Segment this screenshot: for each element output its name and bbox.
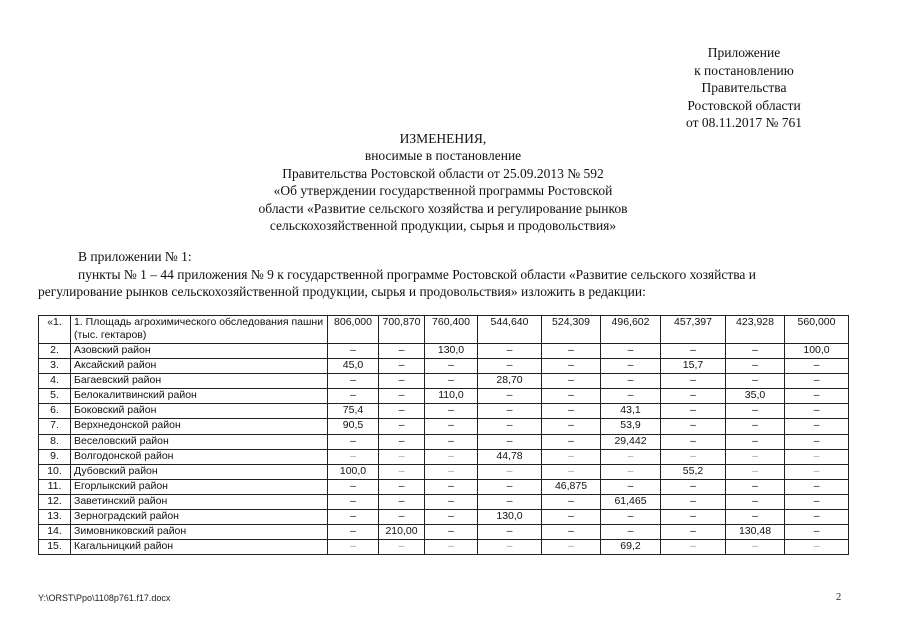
value-cell: 90,5 <box>328 419 379 434</box>
value-cell: 760,400 <box>425 316 478 344</box>
row-number: 10. <box>39 464 71 479</box>
intro-line: В приложении № 1: <box>78 249 192 264</box>
value-cell: – <box>601 464 661 479</box>
row-number: 3. <box>39 359 71 374</box>
value-cell: – <box>379 449 425 464</box>
value-cell: – <box>661 434 726 449</box>
row-number: 14. <box>39 525 71 540</box>
value-cell: 524,309 <box>542 316 601 344</box>
table-row <box>39 449 849 464</box>
intro-text <box>38 248 848 301</box>
row-number: 5. <box>39 389 71 404</box>
table-row <box>39 374 849 389</box>
value-cell: 544,640 <box>478 316 542 344</box>
value-cell: 35,0 <box>726 389 785 404</box>
data-table <box>38 315 849 555</box>
table-row <box>39 464 849 479</box>
value-cell: – <box>542 494 601 509</box>
value-cell: 700,870 <box>379 316 425 344</box>
value-cell: – <box>328 344 379 359</box>
value-cell: – <box>726 419 785 434</box>
value-cell: – <box>785 434 849 449</box>
intro-line: регулирование рынков сельскохозяйственной продукции, сырья и продовольствия» изложить в редакции: <box>38 284 646 299</box>
value-cell: – <box>379 344 425 359</box>
footer-file-path: Y:\ORST\Ppo\1108p761.f17.docx <box>38 593 171 603</box>
appendix-line: к постановлению <box>694 62 794 78</box>
table-row <box>39 404 849 419</box>
appendix-line: Ростовской области <box>687 97 801 113</box>
changes-title <box>208 130 678 234</box>
district-name: Багаевский район <box>71 374 328 389</box>
changes-line: области «Развитие сельского хозяйства и регулирование рынков <box>258 200 628 216</box>
value-cell: – <box>425 494 478 509</box>
value-cell: – <box>601 525 661 540</box>
value-cell: – <box>542 510 601 525</box>
value-cell: – <box>785 359 849 374</box>
value-cell: – <box>478 389 542 404</box>
value-cell: – <box>661 344 726 359</box>
table-row <box>39 419 849 434</box>
row-number: 7. <box>39 419 71 434</box>
value-cell: 15,7 <box>661 359 726 374</box>
district-name: Егорлыкский район <box>71 479 328 494</box>
value-cell: – <box>661 510 726 525</box>
value-cell: – <box>425 359 478 374</box>
row-number: 13. <box>39 510 71 525</box>
value-cell: – <box>328 510 379 525</box>
value-cell: – <box>542 464 601 479</box>
value-cell: – <box>542 404 601 419</box>
district-name: Заветинский район <box>71 494 328 509</box>
value-cell: – <box>601 359 661 374</box>
value-cell: – <box>478 479 542 494</box>
table-body <box>39 316 849 555</box>
changes-line: вносимые в постановление <box>364 148 522 164</box>
value-cell: – <box>542 389 601 404</box>
table-row <box>39 525 849 540</box>
value-cell: – <box>601 449 661 464</box>
value-cell: – <box>478 525 542 540</box>
value-cell: – <box>328 434 379 449</box>
value-cell: – <box>601 479 661 494</box>
row-number: 11. <box>39 479 71 494</box>
intro-line: пункты № 1 – 44 приложения № 9 к государственной программе Ростовской области «Развитие сельского хозяйства и <box>78 266 757 282</box>
value-cell: – <box>661 374 726 389</box>
value-cell: – <box>726 449 785 464</box>
value-cell: 100,0 <box>785 344 849 359</box>
value-cell: – <box>785 494 849 509</box>
value-cell: – <box>601 344 661 359</box>
value-cell: – <box>661 479 726 494</box>
value-cell: – <box>478 419 542 434</box>
district-name: 1. Площадь агрохимического обследования пашни (тыс. гектаров) <box>71 316 328 344</box>
value-cell: – <box>478 494 542 509</box>
value-cell: – <box>379 479 425 494</box>
value-cell: – <box>542 540 601 555</box>
value-cell: – <box>726 510 785 525</box>
district-name: Азовский район <box>71 344 328 359</box>
value-cell: – <box>478 434 542 449</box>
table-row <box>39 479 849 494</box>
value-cell: – <box>478 464 542 479</box>
table-row <box>39 494 849 509</box>
value-cell: – <box>785 540 849 555</box>
value-cell: – <box>542 525 601 540</box>
value-cell: – <box>785 525 849 540</box>
changes-line: Правительства Ростовской области от 25.09.2013 № 592 <box>282 165 604 181</box>
value-cell: – <box>542 434 601 449</box>
value-cell: – <box>478 404 542 419</box>
value-cell: 29,442 <box>601 434 661 449</box>
value-cell: – <box>601 510 661 525</box>
value-cell: – <box>379 464 425 479</box>
value-cell: – <box>425 464 478 479</box>
value-cell: – <box>785 464 849 479</box>
page-number: 2 <box>836 592 842 603</box>
value-cell: – <box>601 374 661 389</box>
value-cell: – <box>379 374 425 389</box>
value-cell: 457,397 <box>661 316 726 344</box>
changes-line: «Об утверждении государственной программы Ростовской <box>273 183 613 199</box>
value-cell: 43,1 <box>601 404 661 419</box>
table-row <box>39 540 849 555</box>
value-cell: 110,0 <box>425 389 478 404</box>
value-cell: – <box>542 419 601 434</box>
value-cell: – <box>785 449 849 464</box>
value-cell: – <box>661 389 726 404</box>
value-cell: 100,0 <box>328 464 379 479</box>
value-cell: – <box>542 359 601 374</box>
value-cell: – <box>379 419 425 434</box>
value-cell: 423,928 <box>726 316 785 344</box>
value-cell: – <box>478 359 542 374</box>
value-cell: – <box>785 404 849 419</box>
value-cell: – <box>785 510 849 525</box>
value-cell: 806,000 <box>328 316 379 344</box>
value-cell: – <box>328 449 379 464</box>
value-cell: – <box>542 344 601 359</box>
table-row <box>39 316 849 344</box>
value-cell: – <box>726 540 785 555</box>
value-cell: – <box>661 404 726 419</box>
value-cell: – <box>379 359 425 374</box>
district-name: Аксайский район <box>71 359 328 374</box>
value-cell: 130,48 <box>726 525 785 540</box>
value-cell: 496,602 <box>601 316 661 344</box>
value-cell: – <box>328 525 379 540</box>
appendix-header <box>648 44 840 132</box>
value-cell: 44,78 <box>478 449 542 464</box>
row-number: 15. <box>39 540 71 555</box>
value-cell: 69,2 <box>601 540 661 555</box>
value-cell: 28,70 <box>478 374 542 389</box>
row-number: «1. <box>39 316 71 344</box>
value-cell: – <box>726 344 785 359</box>
value-cell: 61,465 <box>601 494 661 509</box>
value-cell: – <box>425 419 478 434</box>
value-cell: – <box>379 404 425 419</box>
value-cell: – <box>328 389 379 404</box>
row-number: 12. <box>39 494 71 509</box>
district-name: Кагальницкий район <box>71 540 328 555</box>
value-cell: 130,0 <box>478 510 542 525</box>
value-cell: 46,875 <box>542 479 601 494</box>
value-cell: – <box>785 389 849 404</box>
value-cell: – <box>425 449 478 464</box>
value-cell: – <box>542 449 601 464</box>
row-number: 9. <box>39 449 71 464</box>
district-name: Зимовниковский район <box>71 525 328 540</box>
value-cell: – <box>478 540 542 555</box>
row-number: 4. <box>39 374 71 389</box>
value-cell: – <box>379 510 425 525</box>
row-number: 6. <box>39 404 71 419</box>
value-cell: 130,0 <box>425 344 478 359</box>
value-cell: – <box>661 419 726 434</box>
row-number: 8. <box>39 434 71 449</box>
value-cell: – <box>726 464 785 479</box>
value-cell: – <box>726 374 785 389</box>
district-name: Верхнедонской район <box>71 419 328 434</box>
value-cell: – <box>425 510 478 525</box>
value-cell: – <box>726 404 785 419</box>
value-cell: – <box>328 479 379 494</box>
appendix-line: Правительства <box>701 80 787 96</box>
value-cell: – <box>425 540 478 555</box>
appendix-line: от 08.11.2017 № 761 <box>686 115 802 131</box>
table-row <box>39 344 849 359</box>
row-number: 2. <box>39 344 71 359</box>
value-cell: – <box>425 525 478 540</box>
value-cell: – <box>661 540 726 555</box>
value-cell: – <box>328 494 379 509</box>
value-cell: – <box>785 419 849 434</box>
district-name: Дубовский район <box>71 464 328 479</box>
table-row <box>39 510 849 525</box>
value-cell: – <box>726 359 785 374</box>
value-cell: – <box>785 479 849 494</box>
value-cell: – <box>661 525 726 540</box>
value-cell: – <box>328 540 379 555</box>
district-name: Боковский район <box>71 404 328 419</box>
value-cell: – <box>785 374 849 389</box>
table-row <box>39 389 849 404</box>
value-cell: – <box>478 344 542 359</box>
value-cell: – <box>379 434 425 449</box>
value-cell: – <box>379 540 425 555</box>
district-name: Зерноградский район <box>71 510 328 525</box>
value-cell: – <box>726 494 785 509</box>
value-cell: – <box>726 479 785 494</box>
value-cell: – <box>726 434 785 449</box>
table-row <box>39 359 849 374</box>
district-name: Веселовский район <box>71 434 328 449</box>
value-cell: – <box>425 404 478 419</box>
appendix-line: Приложение <box>707 45 781 60</box>
value-cell: – <box>425 479 478 494</box>
value-cell: – <box>601 389 661 404</box>
value-cell: – <box>661 449 726 464</box>
value-cell: 560,000 <box>785 316 849 344</box>
changes-line: ИЗМЕНЕНИЯ, <box>399 131 487 146</box>
district-name: Белокалитвинский район <box>71 389 328 404</box>
value-cell: 55,2 <box>661 464 726 479</box>
value-cell: – <box>425 374 478 389</box>
value-cell: – <box>328 374 379 389</box>
value-cell: – <box>661 494 726 509</box>
value-cell: 75,4 <box>328 404 379 419</box>
value-cell: 45,0 <box>328 359 379 374</box>
value-cell: – <box>379 494 425 509</box>
value-cell: – <box>379 389 425 404</box>
district-name: Волгодонской район <box>71 449 328 464</box>
changes-line: сельскохозяйственной продукции, сырья и продовольствия» <box>269 218 617 234</box>
value-cell: – <box>425 434 478 449</box>
table-row <box>39 434 849 449</box>
value-cell: – <box>542 374 601 389</box>
value-cell: 210,00 <box>379 525 425 540</box>
value-cell: 53,9 <box>601 419 661 434</box>
